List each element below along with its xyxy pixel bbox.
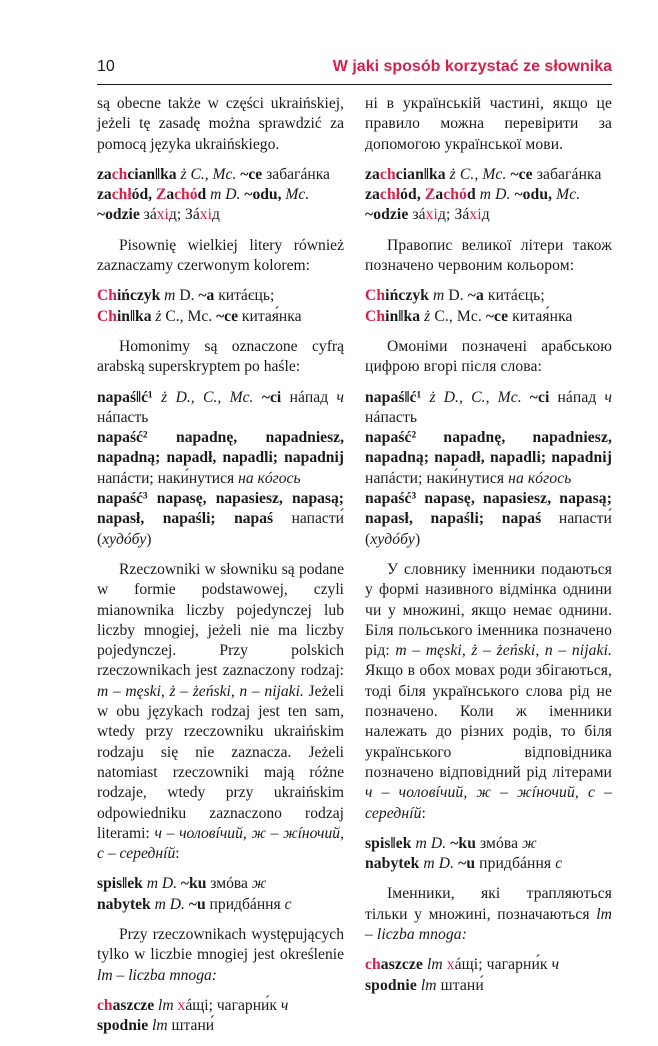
paragraph: У словнику іменники подаються у формі називного відмінка однини чи у множині, якщо немає однини. Біля польського іменника позначено рід: m – męski, ż – żeński, n – nijaki. Якщо в обох мовах роди збігаються, тоді біля українського слова рід не позначено. Коли ж іменники належать до різних родів, то біля українського відповідника позначено відповідний рід літерами ч – чоловíчий, ж – жíночий, с – середнíй:	[365, 560, 612, 822]
entry-line: zachcian‖ka ż C., Mc. ~ce забагáнка	[97, 165, 330, 183]
entry-line: zachłód, Zachód m D. ~odu, Mc.	[365, 186, 581, 204]
entry-line: spodnie lm штани́	[97, 1017, 215, 1035]
example-entry: napaś‖ć¹ ż D., C., Mc. ~ci нáпад ч нáпасть napaść² napadnę, napadniesz, napadną; napadł, napadli; napadnij напáсти; наки́нутися на кóгось napaść³ napasę, napasiesz, napasą; napasł, napaśli; napaś напасти́ (худóбу)	[97, 388, 344, 548]
paragraph: są obecne także w części ukraińskiej, jeżeli tę zasadę można sprawdzić za pomocą języka ukraińskiego.	[97, 95, 344, 153]
entry-line: Chińczyk m D. ~a китáєць;	[97, 287, 275, 305]
page-header	[97, 56, 612, 85]
entry-line: ~odzie зáхід; Зáхід	[97, 206, 220, 224]
example-entry	[365, 955, 612, 996]
entry-line: ~odzie зáхід; Зáхід	[365, 206, 490, 224]
paragraph: Pisownię wielkiej litery również zaznaczamy czerwonym kolorem:	[97, 236, 344, 275]
paragraph: Homonimy są oznaczone cyfrą arabską superskryptem po haśle:	[97, 337, 344, 376]
example-entry	[365, 834, 612, 875]
entry-line: Chińczyk m D. ~a китáєць;	[365, 287, 545, 305]
left-column	[97, 94, 344, 1046]
entry-line: zachłód, Zachód m D. ~odu, Mc.	[97, 186, 310, 204]
entry-line: spis‖ek m D. ~ku змóва ж	[365, 834, 537, 852]
paragraph: Іменники, які трапляються тільки у множині, позначаються lm – liczba mnoga:	[365, 885, 612, 943]
entry-line: Chin‖ka ż C., Mc. ~ce китая́нка	[365, 307, 573, 325]
paragraph: ні в українській частині, якщо це правило можна перевірити за допомогою української мови.	[365, 95, 612, 153]
example-entry	[97, 286, 344, 327]
entry-line: Chin‖ka ż C., Mc. ~ce китая́нка	[97, 307, 302, 325]
entry-line: nabytek m D. ~u придбáння с	[365, 855, 563, 873]
entry-line: chaszcze lm хáщі; чагарни́к ч	[365, 956, 560, 974]
entry-line: spis‖ek m D. ~ku змóва ж	[97, 875, 267, 893]
entry-line: zachcian‖ka ż C., Mc. ~ce забагáнка	[365, 165, 602, 183]
paragraph: Przy rzeczownikach występujących tylko w liczbie mnogiej jest określenie lm – liczba mnoga:	[97, 925, 344, 984]
entry-line: nabytek m D. ~u придбáння с	[97, 895, 292, 913]
example-entry	[97, 996, 344, 1037]
paragraph: Омоніми позначені арабською цифрою вгорі після слова:	[365, 337, 612, 376]
page-number: 10	[97, 58, 115, 75]
example-entry	[97, 874, 344, 915]
paragraph: Rzeczowniki w słowniku są podane w formie podstawowej, czyli mianownika liczby pojedynczej lub liczby mnogiej, jeżeli nie ma liczby pojedynczej. Przy polskich rzeczownikach jest zaznaczony rodzaj: m – męski, ż – żeński, n – nijaki. Jeżeli w obu językach rodzaj jest ten sam, wtedy przy rzeczowniku ukraińskim rodzaju się nie zaznacza. Jeżeli natomiast rzeczowniki mają różne rodzaje, wtedy przy ukraińskim odpowiedniku zaznaczono rodzaj literami: ч – чоловíчий, ж – жíночий, с – середнíй:	[97, 560, 344, 863]
entry-line: chaszcze lm хáщі; чагарни́к ч	[97, 996, 289, 1014]
example-entry: napaś‖ć¹ ż D., C., Mc. ~ci нáпад ч нáпасть napaść² napadnę, napadniesz, napadną; napadł, napadli; napadnij напáсти; наки́нутися на кóгось napaść³ napasę, napasiesz, napasą; napasł, napaśli; napaś напасти́ (худóбу)	[365, 388, 612, 548]
example-entry	[365, 165, 612, 226]
entry-line: spodnie lm штани́	[365, 976, 484, 994]
paragraph: Правопис великої літери також позначено червоним кольором:	[365, 236, 612, 275]
example-entry	[97, 165, 344, 226]
right-column	[365, 94, 612, 1006]
running-title: W jaki sposób korzystać ze słownika	[332, 58, 612, 75]
example-entry	[365, 286, 612, 327]
